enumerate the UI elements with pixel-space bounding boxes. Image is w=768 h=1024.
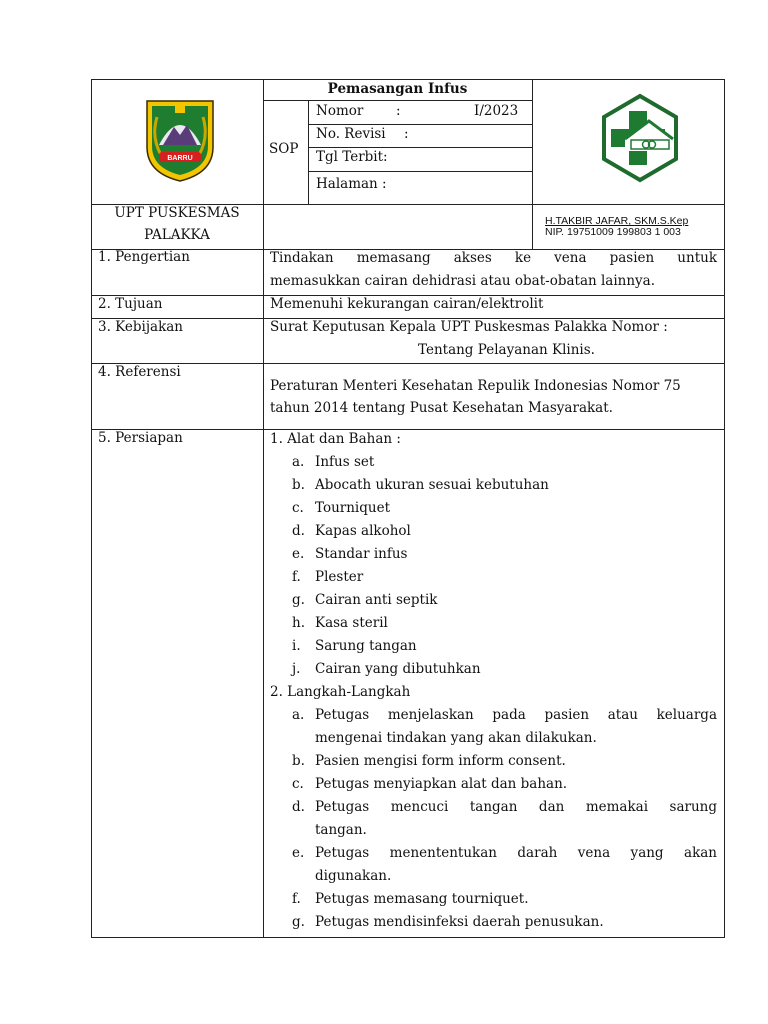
revisi-colon: : (404, 126, 409, 142)
list-marker: h. (292, 615, 305, 631)
list-marker: j. (292, 661, 301, 677)
referensi-label: 4. Referensi (98, 364, 181, 380)
kebijakan-line2: Tentang Pelayanan Klinis. (418, 342, 595, 358)
step-text-cont: mengenai tindakan yang akan dilakukan. (315, 730, 597, 746)
list-marker: a. (292, 454, 305, 470)
tujuan-text: Memenuhi kekurangan cairan/elektrolit (270, 296, 544, 312)
district-emblem-icon (139, 97, 221, 183)
pengertian-label: 1. Pengertian (98, 249, 190, 265)
step-text: Pasien mengisi form inform consent. (315, 753, 566, 769)
langkah-heading: 2. Langkah-Langkah (270, 684, 411, 700)
puskesmas-cross-icon (595, 93, 685, 183)
step-marker: b. (292, 753, 305, 769)
signer-name: H.TAKBIR JAFAR, SKM.S.Kep (545, 215, 689, 227)
nomor-label: Nomor (316, 103, 364, 119)
list-marker: g. (292, 592, 305, 608)
org-name-line2: PALAKKA (144, 227, 210, 243)
puskesmas-logo (595, 93, 685, 183)
step-text: Petugas memasang tourniquet. (315, 891, 529, 907)
list-item: Cairan anti septik (315, 592, 438, 608)
step-marker: e. (292, 845, 305, 861)
tujuan-label: 2. Tujuan (98, 296, 163, 312)
list-item: Standar infus (315, 546, 408, 562)
district-logo (139, 97, 221, 183)
step-marker: g. (292, 914, 305, 930)
sop-document (91, 79, 725, 938)
referensi-line1: Peraturan Menteri Kesehatan Repulik Indonesias Nomor 75 (270, 378, 681, 394)
step-marker: a. (292, 707, 305, 723)
step-marker: d. (292, 799, 305, 815)
pengertian-line2: memasukkan cairan dehidrasi atau obat-obatan lainnya. (270, 273, 656, 289)
list-item: Cairan yang dibutuhkan (315, 661, 481, 677)
kebijakan-label: 3. Kebijakan (98, 319, 184, 335)
alat-heading: 1. Alat dan Bahan : (270, 431, 401, 447)
step-text-cont: digunakan. (315, 868, 392, 884)
step-text: Petugas mencuci tangan dan memakai sarung (315, 799, 717, 815)
step-text: Petugas mendisinfeksi daerah penusukan. (315, 914, 604, 930)
list-marker: d. (292, 523, 305, 539)
org-name-line1: UPT PUSKESMAS (114, 205, 240, 221)
pengertian-line1: Tindakan memasang akses ke vena pasien untuk (270, 250, 717, 266)
step-text: Petugas menyiapkan alat dan bahan. (315, 776, 568, 792)
list-item: Abocath ukuran sesuai kebutuhan (315, 477, 549, 493)
step-text: Petugas menententukan darah vena yang akan (315, 845, 717, 861)
list-item: Kapas alkohol (315, 523, 411, 539)
revisi-label: No. Revisi (316, 126, 386, 142)
list-item: Tourniquet (315, 500, 390, 516)
kebijakan-line1: Surat Keputusan Kepala UPT Puskesmas Palakka Nomor : (270, 319, 668, 335)
list-marker: i. (292, 638, 301, 654)
sop-label: SOP (269, 141, 299, 157)
list-item: Plester (315, 569, 364, 585)
sop-divider (308, 100, 309, 204)
list-marker: f. (292, 569, 301, 585)
column-divider (263, 79, 264, 938)
persiapan-label: 5. Persiapan (98, 430, 183, 446)
step-marker: f. (292, 891, 301, 907)
logo-text: BARRU (167, 155, 193, 162)
section-line-3 (91, 363, 725, 364)
border-right (724, 79, 725, 938)
terbit-label: Tgl Terbit: (316, 149, 388, 165)
nomor-colon: : (396, 103, 401, 119)
referensi-line2: tahun 2014 tentang Pusat Kesehatan Masyarakat. (270, 400, 613, 416)
list-marker: c. (292, 500, 304, 516)
step-text-cont: tangan. (315, 822, 367, 838)
step-marker: c. (292, 776, 304, 792)
list-marker: e. (292, 546, 305, 562)
halaman-label: Halaman : (316, 176, 387, 192)
step-text: Petugas menjelaskan pada pasien atau keluarga (315, 707, 717, 723)
list-item: Infus set (315, 454, 375, 470)
nomor-value: I/2023 (474, 103, 519, 119)
sop-title: Pemasangan Infus (327, 81, 468, 97)
title-underline (263, 100, 532, 101)
border-bottom (91, 937, 725, 938)
signer-nip: NIP. 19751009 199803 1 003 (545, 226, 681, 238)
row-line-3 (308, 171, 532, 172)
section-line-4 (91, 429, 725, 430)
list-marker: b. (292, 477, 305, 493)
right-column-divider (532, 79, 533, 249)
list-item: Kasa steril (315, 615, 388, 631)
list-item: Sarung tangan (315, 638, 417, 654)
